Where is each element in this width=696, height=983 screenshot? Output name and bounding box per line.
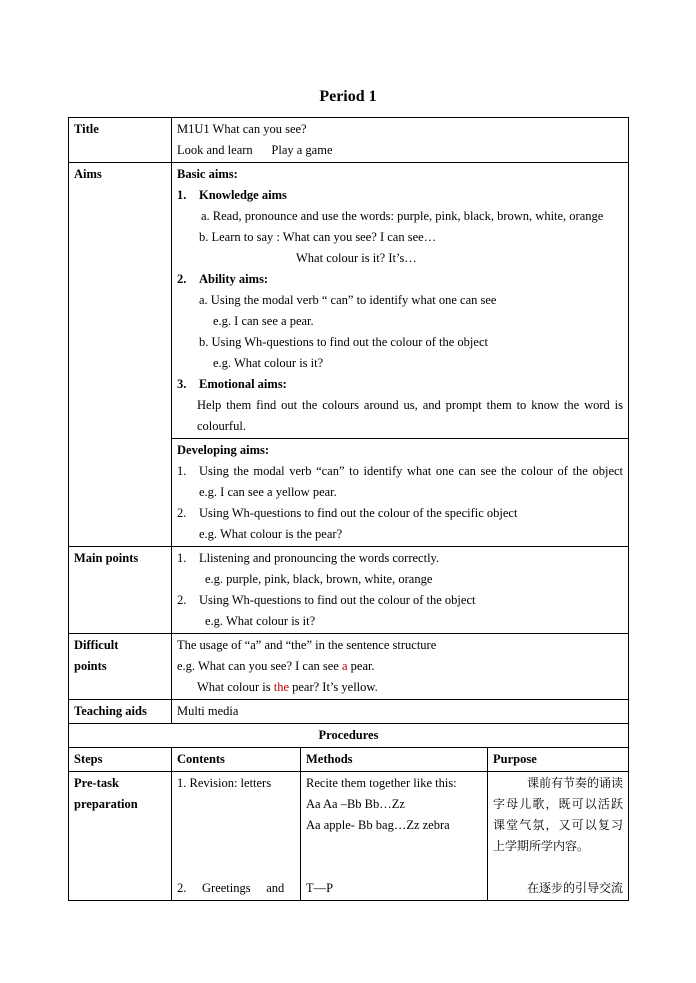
developing-aims-cell	[172, 439, 642, 547]
knowledge-aim-a: a. Read, pronounce and use the words: purple, pink, black, brown, white, orange	[201, 209, 604, 223]
ability-aim-b: b. Using Wh-questions to find out the colour of the object	[199, 335, 488, 349]
difficult-point-line-2	[177, 656, 623, 677]
difficult-point-line-2-post: pear.	[347, 659, 375, 673]
main-point-2-number: 2.	[177, 593, 187, 607]
developing-aim-2-number: 2.	[177, 506, 187, 520]
ability-aim-a-example: e.g. I can see a pear.	[213, 314, 314, 328]
column-header-methods: Methods	[301, 748, 488, 772]
procedures-heading-row	[69, 724, 629, 748]
developing-aim-2-example: e.g. What colour is the pear?	[199, 527, 343, 541]
highlighted-article-the: the	[273, 680, 289, 694]
aims-label: Aims	[69, 163, 172, 547]
basic-aims-cell	[172, 163, 629, 439]
knowledge-aims-number: 1.	[177, 188, 187, 202]
main-point-2-example: e.g. What colour is it?	[205, 614, 316, 628]
title-label: Title	[69, 118, 172, 163]
purpose-line-4: 上学期所学内容。	[493, 839, 590, 853]
content-item-1: 1. Revision: letters	[177, 776, 272, 790]
knowledge-aim-b: b. Learn to say : What can you see? I can see…	[199, 230, 437, 244]
purpose-cell	[488, 772, 629, 901]
title-line-1: M1U1 What can you see?	[177, 122, 307, 136]
page-title: Period 1	[319, 88, 377, 105]
ability-aims-number: 2.	[177, 272, 187, 286]
difficult-point-line-3	[177, 677, 623, 698]
content-item-2: 2. Greetings and	[177, 881, 285, 895]
emotional-aims-number: 3.	[177, 377, 187, 391]
step-cell	[69, 772, 172, 901]
teaching-aids-label: Teaching aids	[69, 700, 172, 724]
ability-aims-heading	[177, 269, 623, 290]
contents-cell	[172, 772, 301, 901]
procedures-header-row	[69, 748, 629, 772]
developing-aim-2	[177, 503, 623, 524]
difficult-points-label-line-2: points	[74, 659, 107, 673]
purpose-line-1: 课前有节奏的诵读	[527, 776, 624, 790]
procedures-heading: Procedures	[69, 724, 629, 748]
main-point-1-example: e.g. purple, pink, black, brown, white, orange	[205, 572, 433, 586]
main-point-1-text: Llistening and pronouncing the words correctly.	[199, 551, 440, 565]
main-points-row	[69, 547, 629, 634]
purpose-line-5: 在逐步的引导交流	[527, 881, 624, 895]
teaching-aids-row	[69, 700, 629, 724]
developing-aim-1-text: Using the modal verb “can” to identify what one can see the colour of the object e.g. I can see a yellow pear.	[199, 464, 642, 499]
main-point-1-number: 1.	[177, 551, 187, 565]
purpose-line-3: 课堂气氛，又可以复习	[493, 818, 624, 832]
difficult-points-label	[69, 634, 172, 700]
procedure-row-pre-task	[69, 772, 629, 901]
emotional-aims-heading	[177, 374, 623, 395]
ability-aim-a: a. Using the modal verb “ can” to identify what one can see	[199, 293, 497, 307]
ability-aim-b-example: e.g. What colour is it?	[213, 356, 324, 370]
main-point-2-text: Using Wh-questions to find out the colour of the object	[199, 593, 476, 607]
aims-row	[69, 163, 629, 439]
difficult-point-line-1: The usage of “a” and “the” in the sentence structure	[177, 638, 437, 652]
method-line-2: Aa Aa –Bb Bb…Zz	[306, 797, 405, 811]
knowledge-aim-b-cont: What colour is it? It’s…	[296, 251, 417, 265]
main-points-cell	[172, 547, 629, 634]
purpose-line-2: 字母儿歌，既可以活跃	[493, 797, 624, 811]
method-line-4: T—P	[306, 881, 334, 895]
main-point-2	[177, 590, 623, 611]
developing-aims-heading: Developing aims:	[177, 443, 270, 457]
teaching-aids-value: Multi media	[172, 700, 629, 724]
column-header-steps: Steps	[69, 748, 172, 772]
difficult-points-row	[69, 634, 629, 700]
difficult-points-label-line-1: Difficult	[74, 638, 119, 652]
main-points-label: Main points	[69, 547, 172, 634]
developing-aim-2-text: Using Wh-questions to find out the colour of the specific object	[199, 506, 518, 520]
title-line-2: Look and learn Play a game	[177, 143, 333, 157]
lesson-plan-table	[68, 117, 642, 901]
step-line-2: preparation	[74, 797, 138, 811]
column-header-contents: Contents	[172, 748, 301, 772]
knowledge-aims-heading	[177, 185, 623, 206]
difficult-point-line-3-pre: What colour is	[197, 680, 274, 694]
method-line-3: Aa apple- Bb bag…Zz zebra	[306, 818, 450, 832]
title-row	[69, 118, 629, 163]
developing-aim-1-number: 1.	[177, 464, 187, 478]
highlighted-article-a: a	[341, 659, 348, 673]
methods-cell	[301, 772, 488, 901]
main-point-1	[177, 548, 623, 569]
difficult-point-line-2-pre: e.g. What can you see? I can see	[177, 659, 342, 673]
column-header-purpose: Purpose	[488, 748, 629, 772]
title-value	[172, 118, 629, 163]
knowledge-aims-title: Knowledge aims	[199, 188, 287, 202]
method-line-1: Recite them together like this:	[306, 776, 457, 790]
difficult-points-cell	[172, 634, 629, 700]
step-line-1: Pre-task	[74, 776, 119, 790]
emotional-aim-text: Help them find out the colours around us, and prompt them to know the word is colourful.	[197, 398, 624, 433]
ability-aims-title: Ability aims:	[199, 272, 269, 286]
basic-aims-heading: Basic aims:	[177, 167, 238, 181]
difficult-point-line-3-post: pear? It’s yellow.	[289, 680, 378, 694]
developing-aim-1	[177, 461, 642, 503]
emotional-aims-title: Emotional aims:	[199, 377, 287, 391]
